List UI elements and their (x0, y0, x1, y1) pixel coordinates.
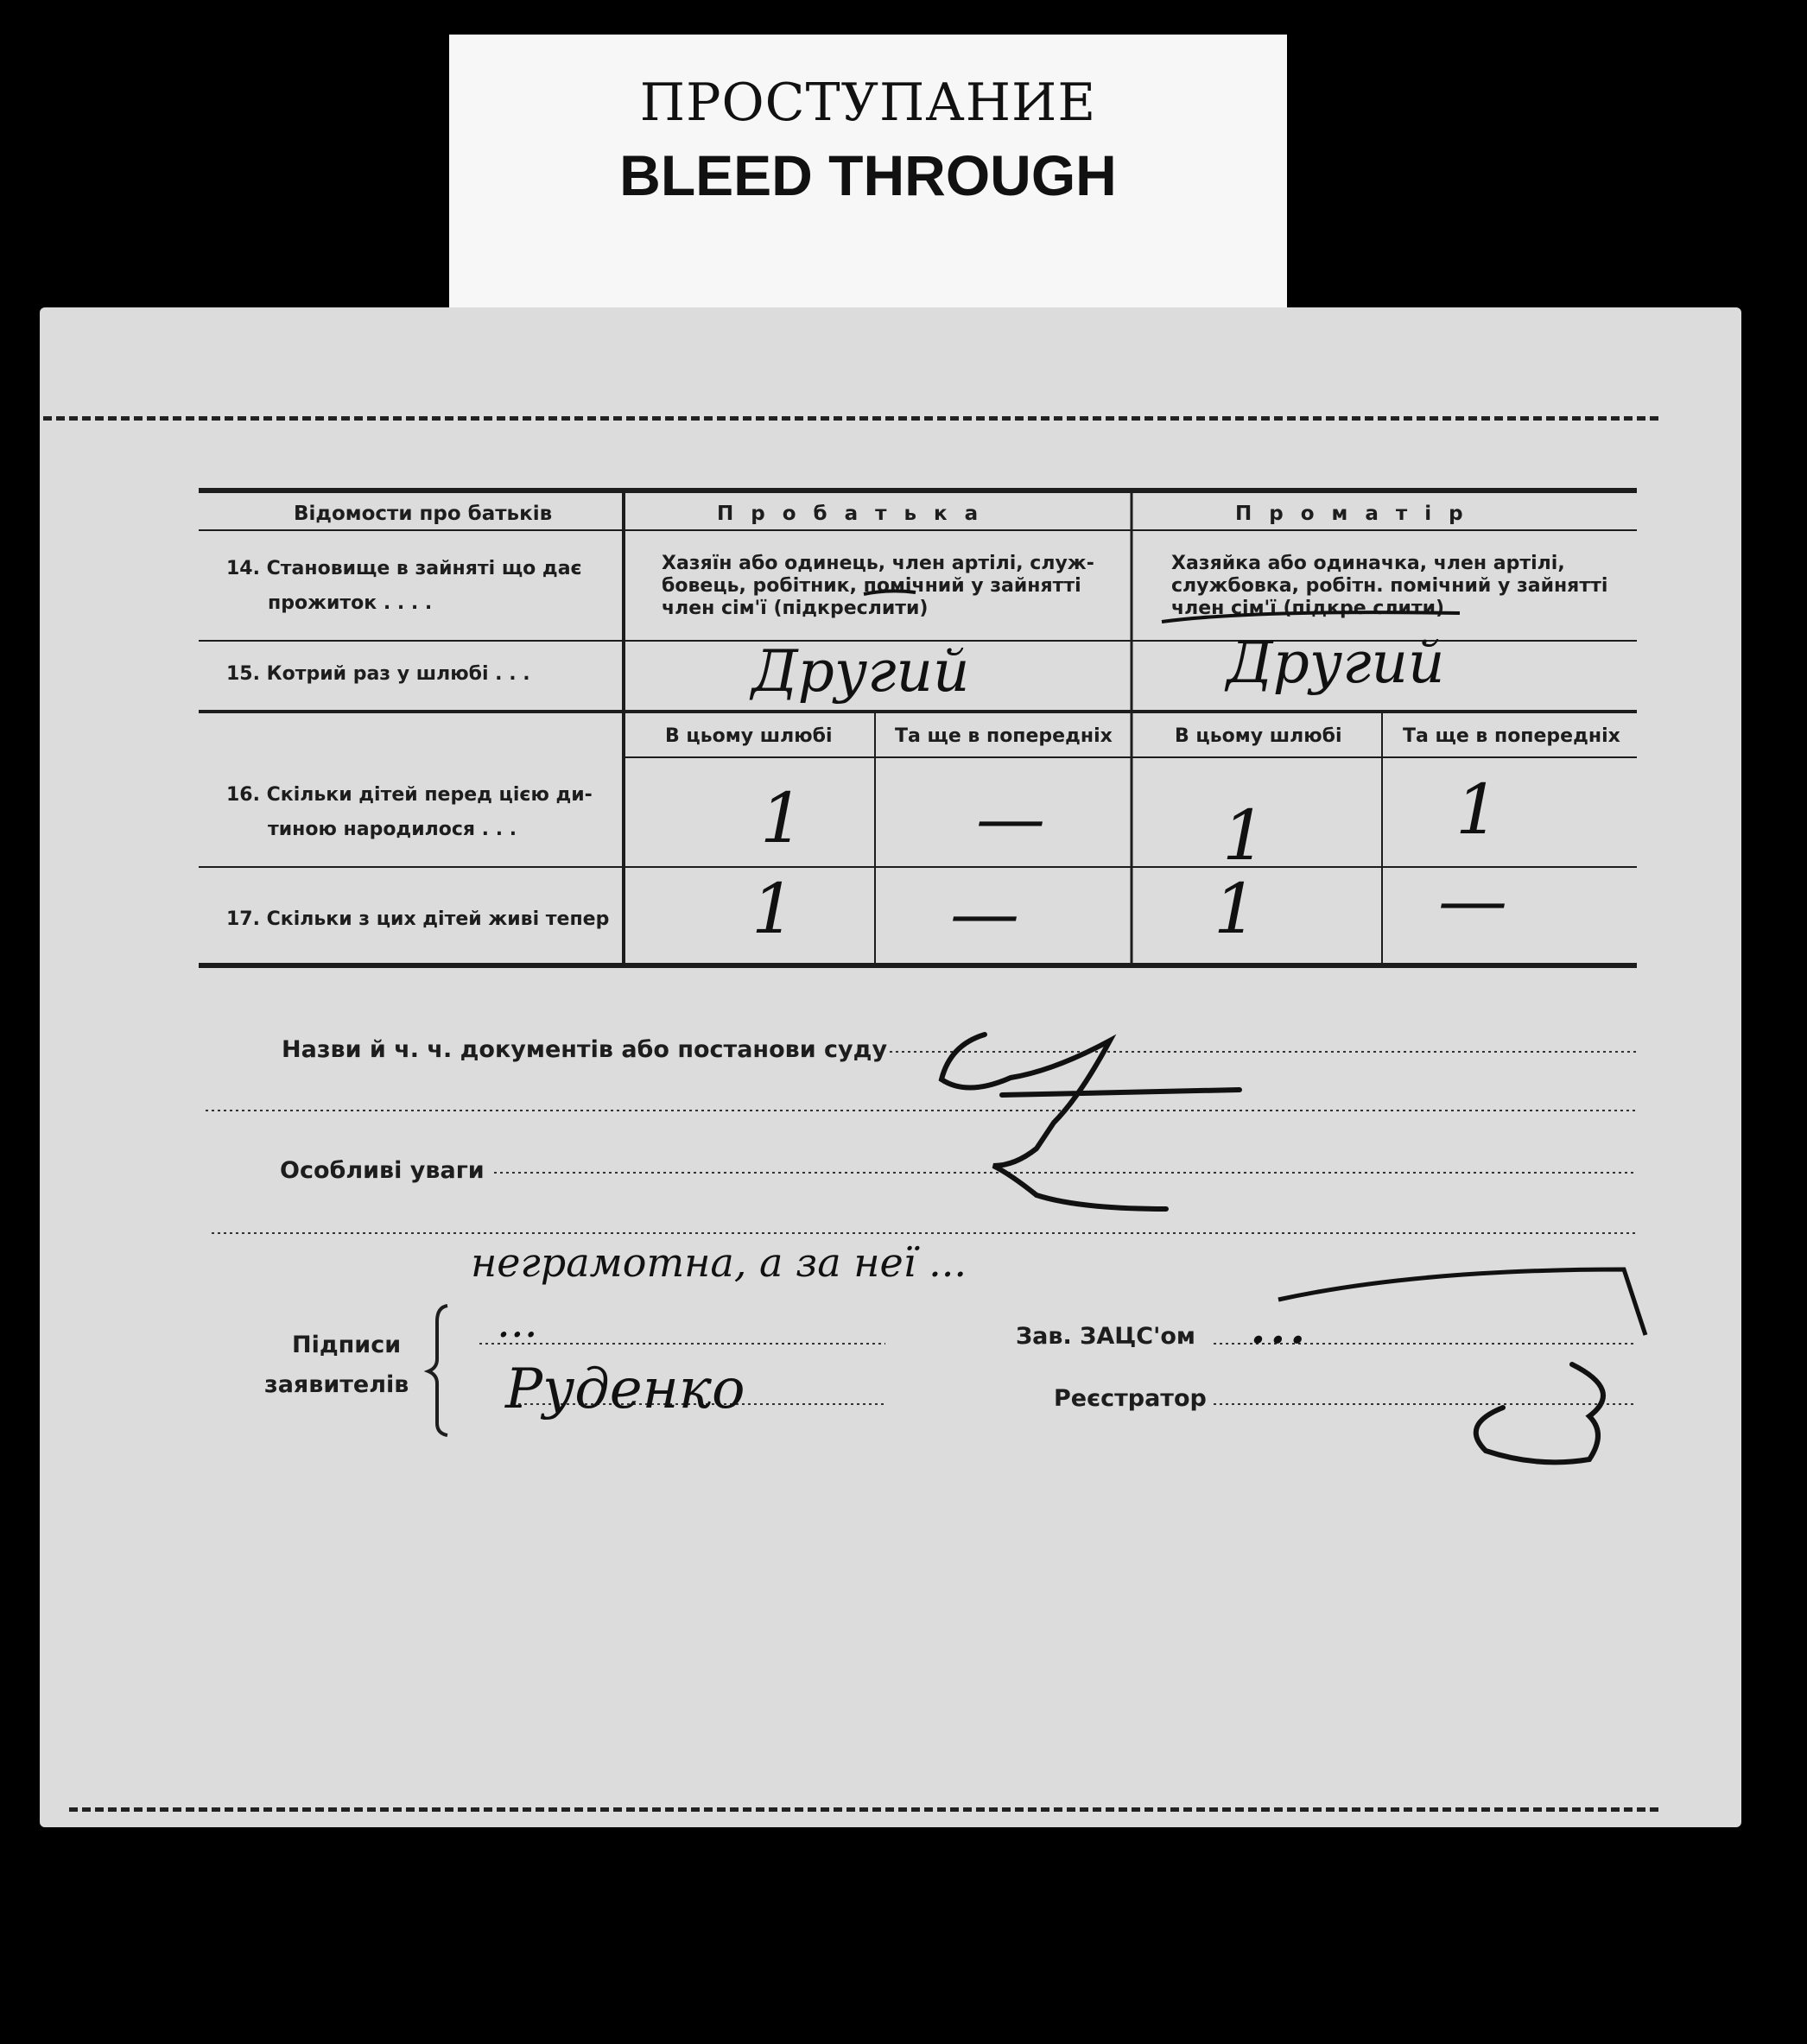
applicant-signature-2: Руденко (505, 1357, 745, 1421)
row17-label: 17. Скільки з цих дітей живі тепер (226, 908, 610, 930)
row15-label: 15. Котрий раз у шлюбі . . . (226, 663, 530, 685)
subheader-mother-previous: Та ще в попередніх (1403, 725, 1620, 747)
row14-mother-3: член сім'ї (підкре слити) (1171, 598, 1445, 619)
row14-father-1: Хазяїн або одинець, член артілі, служ- (662, 553, 1094, 574)
row16-label-1: 16. Скільки дітей перед цією ди- (226, 784, 593, 806)
head-zags-label: Зав. ЗАЦС'ом (1016, 1323, 1195, 1350)
row16-mother-prev: 1 (1455, 769, 1499, 850)
remarks-handwritten-note: неграмотна, а за неї ... (471, 1239, 967, 1286)
subheader-father-previous: Та ще в попередніх (895, 725, 1113, 747)
col-header-father: П р о б а т ь к а (717, 503, 984, 525)
row14-mother-2: службовка, робітн. помічний у зайнятті (1171, 575, 1608, 597)
remarks-label: Особливі уваги (280, 1157, 485, 1184)
registrar-signature-flourish (1476, 1364, 1603, 1462)
row16-label-2: тиною народилося . . . (268, 819, 517, 840)
row16-father-prev: — (976, 778, 1045, 858)
row14-label-2: прожиток . . . . (268, 592, 433, 614)
row14-label-1: 14. Становище в зайняті що дає (226, 558, 582, 579)
head-signature: ... (1248, 1285, 1308, 1357)
row15-mother-value: Другий (1227, 630, 1445, 696)
row17-father-this: 1 (751, 869, 796, 949)
applicants-label-1: Підписи (292, 1332, 402, 1358)
applicant-signature-1: ... (497, 1297, 538, 1347)
row17-mother-this: 1 (1214, 869, 1258, 949)
card-title-en: BLEED THROUGH (619, 143, 1117, 207)
underline-odynets (864, 591, 916, 594)
subheader-mother-this: В цьому шлюбі (1175, 725, 1342, 747)
subheader-father-this: В цьому шлюбі (665, 725, 833, 747)
row14-father-2: бовець, робітник, помічний у зайнятті (662, 575, 1081, 597)
row14-father-3: член сім'ї (підкреслити) (662, 598, 929, 619)
row16-mother-this: 1 (1222, 795, 1266, 876)
head-signature-flourish (1278, 1269, 1645, 1335)
documents-label: Назви й ч. ч. документів або постанови суду (282, 1036, 888, 1063)
col-header-mother: П р о м а т і р (1235, 503, 1468, 525)
card-title-ru: ПРОСТУПАНИЕ (639, 73, 1097, 133)
registrar-label: Реєстратор (1054, 1385, 1207, 1412)
col-header-info: Відомости про батьків (294, 503, 553, 525)
row17-father-prev: — (950, 873, 1019, 953)
row15-father-value: Другий (751, 638, 970, 705)
row14-mother-1: Хазяйка або одиначка, член артілі, (1171, 553, 1565, 574)
underline-chlen-simi (1162, 612, 1460, 622)
row17-mother-prev: — (1438, 860, 1507, 940)
applicants-label-2: заявителів (264, 1371, 409, 1398)
documents-dash-mark (942, 1035, 1240, 1209)
row16-father-this: 1 (760, 778, 804, 858)
